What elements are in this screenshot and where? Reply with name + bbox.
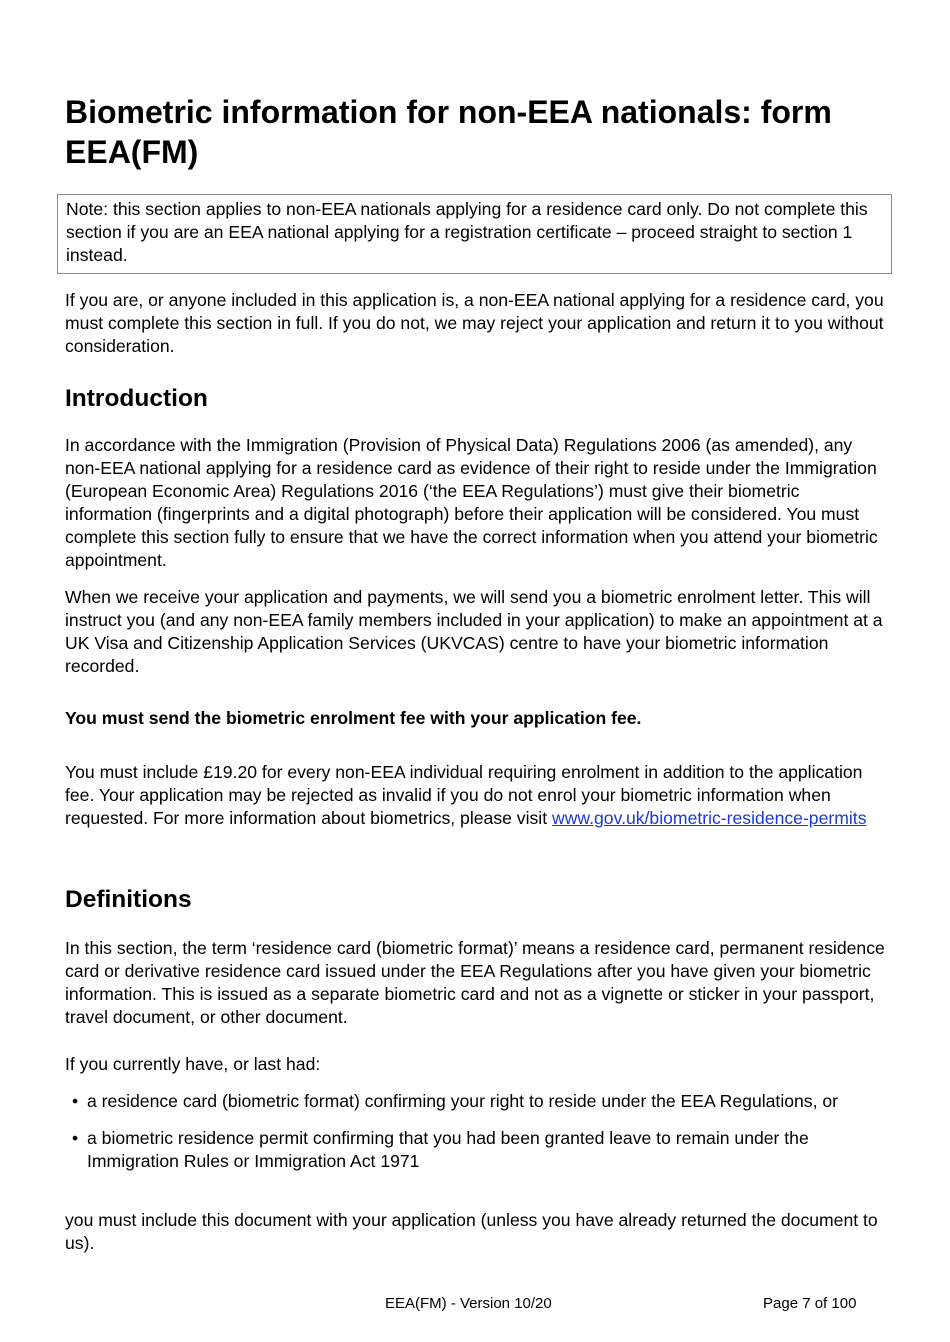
fee-paragraph-text: You must include £19.20 for every non-EEA individual requiring enrolment in addition to the application fee. Your application may be rejected as invalid if you do not enrol your biometric information when requested. For more information about biometrics, please visit — [65, 762, 863, 828]
bullet-icon: • — [72, 1128, 79, 1148]
definitions-heading: Definitions — [65, 886, 192, 913]
footer-version: EEA(FM) - Version 10/20 — [385, 1295, 552, 1312]
page-footer — [0, 1294, 950, 1314]
fee-notice: You must send the biometric enrolment fee with your application fee. — [65, 708, 642, 728]
introduction-paragraph-1: In accordance with the Immigration (Provision of Physical Data) Regulations 2006 (as amended), any non-EEA national applying for a residence card as evidence of their right to reside under the Immigration (European Economic Area) Regulations 2016 (‘the EEA Regulations’) must give their biometric information (fingerprints and a digital photograph) before their application will be considered. You must complete this section fully to ensure that we have the correct information when you attend your biometric appointment. — [65, 435, 878, 570]
list-item — [65, 1127, 885, 1173]
page-title: Biometric information for non-EEA nationals: form EEA(FM) — [65, 94, 832, 170]
definitions-closing: you must include this document with your application (unless you have already returned the document to us). — [65, 1210, 878, 1253]
bullet-text: a biometric residence permit confirming that you had been granted leave to remain under the Immigration Rules or Immigration Act 1971 — [87, 1128, 809, 1171]
bullet-text: a residence card (biometric format) confirming your right to reside under the EEA Regulations, or — [87, 1091, 839, 1111]
introduction-heading: Introduction — [65, 385, 208, 412]
intro-paragraph: If you are, or anyone included in this application is, a non-EEA national applying for a residence card, you must complete this section in full. If you do not, we may reject your application and return it to you without consideration. — [65, 290, 884, 356]
definitions-lead-in: If you currently have, or last had: — [65, 1054, 321, 1074]
introduction-paragraph-3 — [65, 761, 887, 830]
list-item — [65, 1090, 885, 1113]
biometrics-link[interactable]: www.gov.uk/biometric-residence-permits — [551, 808, 867, 828]
bullet-icon: • — [72, 1091, 79, 1111]
definitions-paragraph-1: In this section, the term ‘residence card (biometric format)’ means a residence card, permanent residence card or derivative residence card issued under the EEA Regulations after you have given your biometric information. This is issued as a separate biometric card and not as a vignette or sticker in your passport, travel document, or other document. — [65, 938, 885, 1027]
note-box: Note: this section applies to non-EEA nationals applying for a residence card only. Do not complete this section if you are an EEA national applying for a registration certificate – proceed straight to section 1 instead. — [57, 194, 892, 274]
introduction-paragraph-2: When we receive your application and payments, we will send you a biometric enrolment letter. This will instruct you (and any non-EEA family members included in your application) to make an appointment at a UK Visa and Citizenship Application Services (UKVCAS) centre to have your biometric information recorded. — [65, 587, 883, 676]
footer-page-number: Page 7 of 100 — [763, 1295, 857, 1312]
definitions-bullet-list — [65, 1090, 885, 1173]
